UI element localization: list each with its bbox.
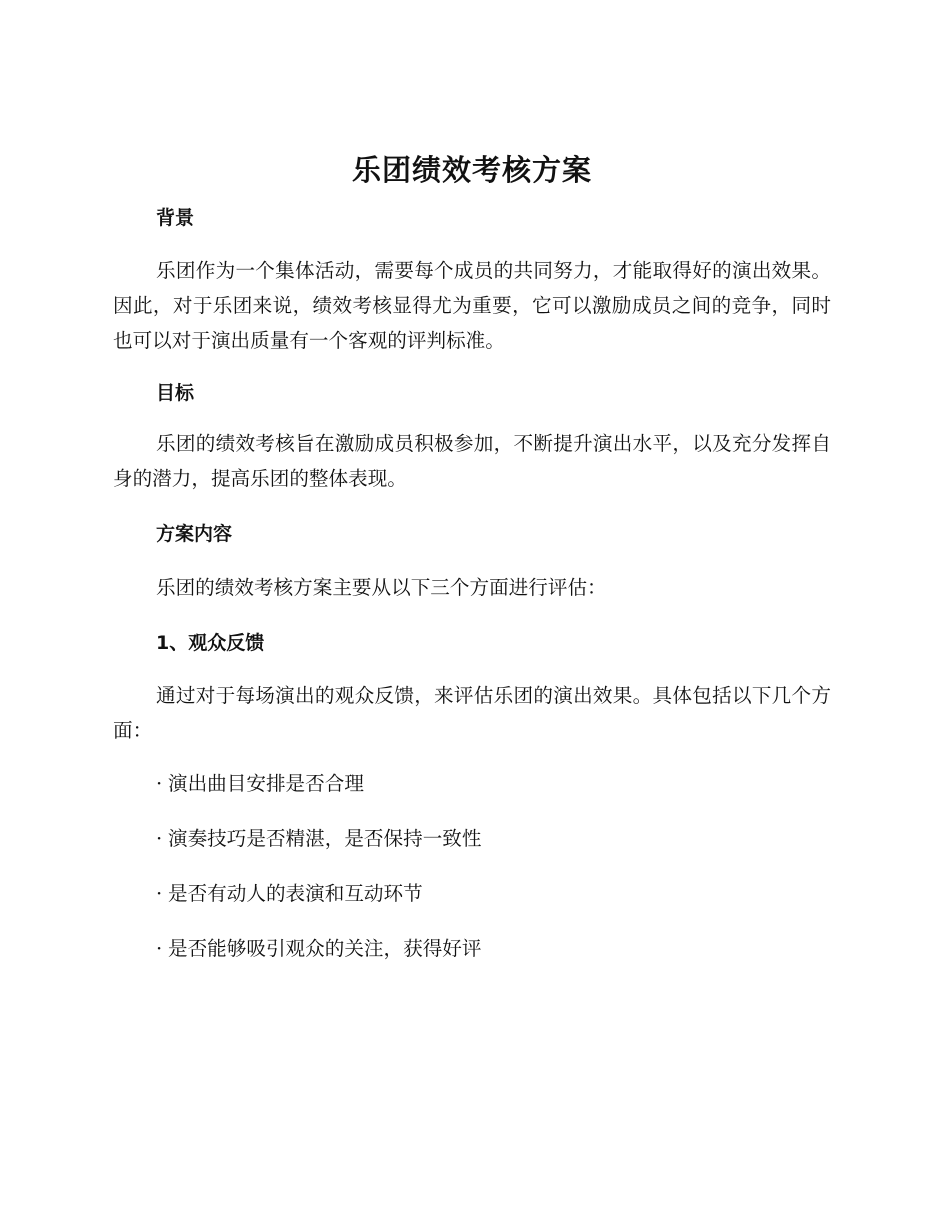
section-heading: 方案内容 — [156, 523, 233, 545]
bullet-icon: · — [156, 827, 163, 850]
section-heading: 背景 — [156, 207, 195, 229]
list-item — [113, 766, 831, 821]
section-paragraph: 通过对于每场演出的观众反馈，来评估乐团的演出效果。具体包括以下几个方面： — [113, 684, 831, 742]
list-item-text: 演出曲目安排是否合理 — [168, 772, 364, 795]
section-heading: 目标 — [156, 382, 195, 404]
section-heading: 1、观众反馈 — [156, 632, 265, 654]
list-item-text: 是否有动人的表演和互动环节 — [168, 882, 423, 905]
list-item — [113, 876, 831, 931]
bullet-icon: · — [156, 772, 163, 795]
section-paragraph: 乐团的绩效考核方案主要从以下三个方面进行评估： — [156, 576, 607, 599]
criteria-list — [113, 766, 831, 986]
list-item — [113, 821, 831, 876]
section-goal — [113, 373, 831, 496]
document-title: 乐团绩效考核方案 — [351, 153, 592, 187]
section-paragraph: 乐团的绩效考核旨在激励成员积极参加，不断提升演出水平，以及充分发挥自身的潜力，提高乐团的整体表现。 — [113, 432, 831, 490]
section-audience-feedback — [113, 623, 831, 986]
document-page — [113, 140, 831, 986]
bullet-icon: · — [156, 882, 163, 905]
section-paragraph: 乐团作为一个集体活动，需要每个成员的共同努力，才能取得好的演出效果。因此，对于乐团来说，绩效考核显得尤为重要，它可以激励成员之间的竞争，同时也可以对于演出质量有一个客观的评判标准。 — [113, 259, 831, 352]
list-item-text: 是否能够吸引观众的关注，获得好评 — [168, 937, 482, 960]
bullet-icon: · — [156, 937, 163, 960]
section-plan-content — [113, 514, 831, 605]
section-background — [113, 198, 831, 358]
list-item — [113, 931, 831, 986]
list-item-text: 演奏技巧是否精湛，是否保持一致性 — [168, 827, 482, 850]
